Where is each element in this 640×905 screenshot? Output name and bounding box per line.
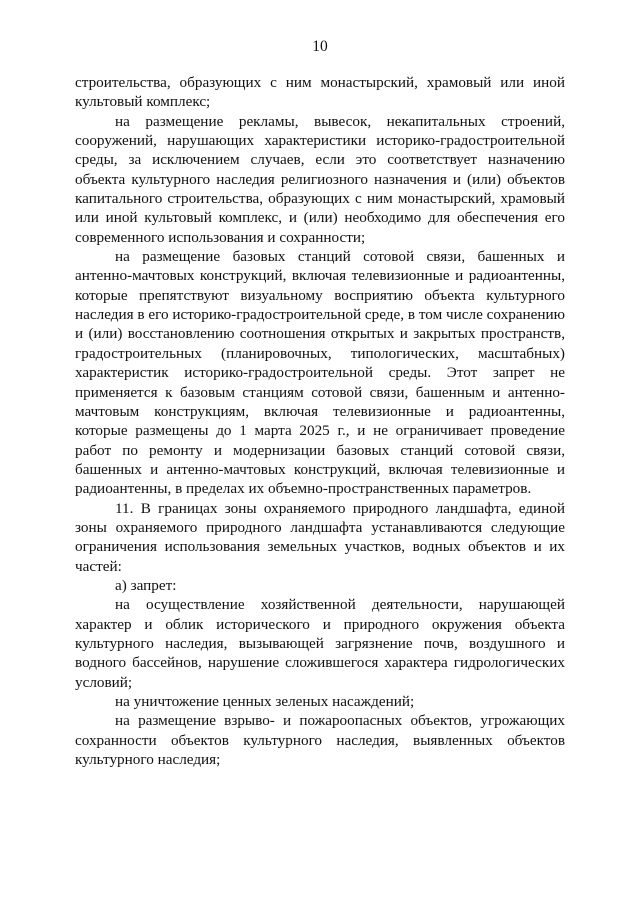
paragraph-continuation: строительства, образующих с ним монастырский, храмовый или иной культовый комплекс; — [75, 74, 565, 111]
paragraph-hazardous-objects-ban: на размещение взрыво- и пожароопасных объектов, угрожающих сохранности объектов культурного наследия, выявленных объектов культурного наследия; — [75, 712, 565, 769]
paragraph-advertising-ban: на размещение рекламы, вывесок, некапитальных строений, сооружений, нарушающих характеристики историко-градостроительной среды, за исключением случаев, если это соответствует назначению объекта культурного наследия религиозного назначения и (или) объектов капитального строительства, образующих с ним монастырский, храмовый или иной культовый комплекс, и (или) необходимо для обеспечения его современного использования и сохранности; — [75, 112, 565, 246]
paragraph-subclause-a: а) запрет: — [115, 576, 177, 594]
paragraph-cellular-stations-ban: на размещение базовых станций сотовой связи, башенных и антенно-мачтовых конструкций, включая телевизионные и радиоантенны, которые препятствуют визуальному восприятию объекта культурного наследия в его историко-градостроительной среде, в том числе сохранению и (или) восстановлению соотношения открытых и закрытых пространств, градостроительных (планировочных, типологических, масштабных) характеристик историко-градостроительной среды. Этот запрет не применяется к базовым станциям сотовой связи, башенным и антенно-мачтовым конструкциям, включая телевизионные и радиоантенны, которые размещены до 1 марта 2025 г., и не ограничивает проведение работ по ремонту и модернизации базовых станций сотовой связи, башенных и антенно-мачтовых конструкций, включая телевизионные и радиоантенны, в пределах их объемно-пространственных параметров. — [75, 248, 565, 498]
document-body — [75, 73, 565, 769]
page-number: 10 — [312, 38, 328, 55]
paragraph-green-plantings-ban: на уничтожение ценных зеленых насаждений; — [115, 693, 415, 710]
paragraph-clause-11: 11. В границах зоны охраняемого природного ландшафта, единой зоны охраняемого природного ландшафта устанавливаются следующие ограничения использования земельных участков, водных объектов и их частей: — [75, 499, 565, 575]
paragraph-economic-activity-ban: на осуществление хозяйственной деятельности, нарушающей характер и облик исторического и природного окружения объекта культурного наследия, вызывающей загрязнение почв, воздушного и водного бассейнов, нарушение сложившегося характера гидрологических условий; — [75, 596, 565, 691]
